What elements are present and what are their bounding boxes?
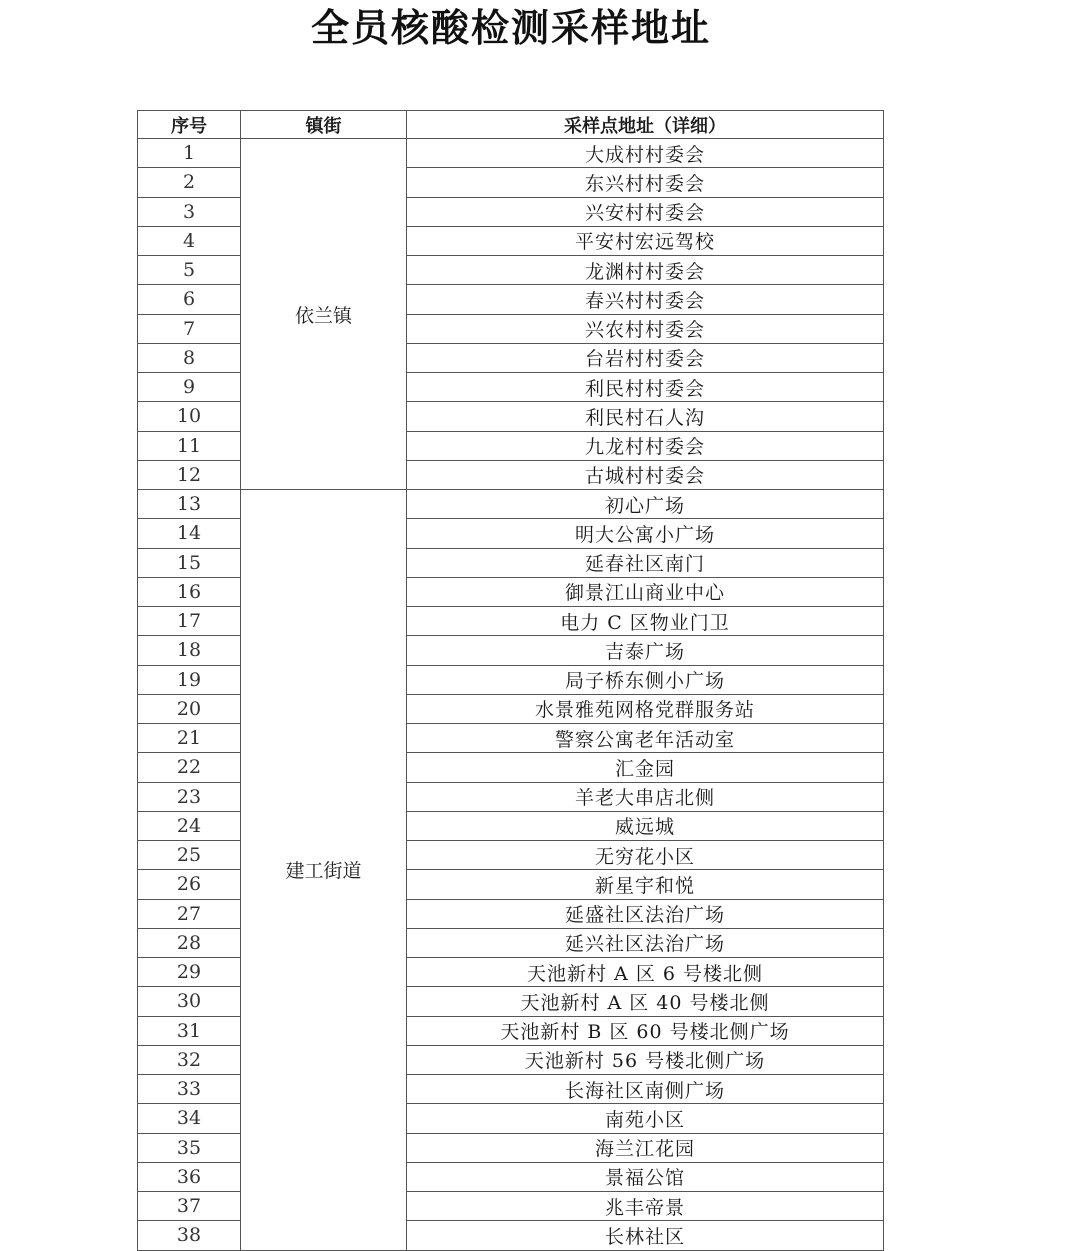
sampling-address-cell: 水景雅苑网格党群服务站 [407,694,884,723]
serial-number-cell: 31 [138,1016,241,1045]
sampling-address-cell: 无穷花小区 [407,841,884,870]
serial-number-cell: 37 [138,1192,241,1221]
serial-number-cell: 10 [138,402,241,431]
sampling-address-cell: 威远城 [407,811,884,840]
sampling-address-cell: 羊老大串店北侧 [407,782,884,811]
sampling-address-cell: 汇金园 [407,753,884,782]
sampling-address-cell: 利民村石人沟 [407,402,884,431]
serial-number-cell: 32 [138,1045,241,1074]
serial-number-cell: 29 [138,958,241,987]
serial-number-cell: 4 [138,226,241,255]
serial-number-cell: 14 [138,519,241,548]
header-serial-number: 序号 [138,111,241,139]
sampling-address-cell: 大成村村委会 [407,139,884,168]
sampling-address-cell: 初心广场 [407,490,884,519]
sampling-address-cell: 局子桥东侧小广场 [407,665,884,694]
sampling-address-cell: 古城村村委会 [407,460,884,489]
sampling-address-cell: 长林社区 [407,1221,884,1250]
sampling-address-cell: 东兴村村委会 [407,168,884,197]
page-title: 全员核酸检测采样地址 [310,6,711,50]
sampling-address-cell: 天池新村 A 区 40 号楼北侧 [407,987,884,1016]
serial-number-cell: 12 [138,460,241,489]
sampling-address-cell: 九龙村村委会 [407,431,884,460]
header-town-street: 镇街 [241,111,407,139]
sampling-address-cell: 南苑小区 [407,1104,884,1133]
table-row [138,139,884,168]
serial-number-cell: 23 [138,782,241,811]
serial-number-cell: 30 [138,987,241,1016]
serial-number-cell: 7 [138,314,241,343]
sampling-address-cell: 天池新村 B 区 60 号楼北侧广场 [407,1016,884,1045]
serial-number-cell: 15 [138,548,241,577]
sampling-address-cell: 兴安村村委会 [407,197,884,226]
sampling-address-cell: 台岩村村委会 [407,343,884,372]
serial-number-cell: 20 [138,694,241,723]
town-street-cell: 依兰镇 [241,139,407,490]
sampling-address-cell: 警察公寓老年活动室 [407,724,884,753]
serial-number-cell: 28 [138,928,241,957]
serial-number-cell: 5 [138,256,241,285]
sampling-address-cell: 春兴村村委会 [407,285,884,314]
serial-number-cell: 13 [138,490,241,519]
sampling-address-cell: 延盛社区法治广场 [407,899,884,928]
serial-number-cell: 34 [138,1104,241,1133]
serial-number-cell: 1 [138,139,241,168]
serial-number-cell: 21 [138,724,241,753]
sampling-address-cell: 延兴社区法治广场 [407,928,884,957]
sampling-address-cell: 景福公馆 [407,1162,884,1191]
serial-number-cell: 11 [138,431,241,460]
sampling-address-table [137,110,884,1251]
sampling-address-cell: 海兰江花园 [407,1133,884,1162]
sampling-address-cell: 吉泰广场 [407,636,884,665]
serial-number-cell: 26 [138,870,241,899]
sampling-address-cell: 兴农村村委会 [407,314,884,343]
sampling-address-cell: 龙渊村村委会 [407,256,884,285]
serial-number-cell: 6 [138,285,241,314]
serial-number-cell: 25 [138,841,241,870]
sampling-address-cell: 明大公寓小广场 [407,519,884,548]
serial-number-cell: 38 [138,1221,241,1250]
sampling-address-cell: 御景江山商业中心 [407,577,884,606]
serial-number-cell: 24 [138,811,241,840]
header-sampling-address: 采样点地址（详细） [407,111,884,139]
serial-number-cell: 17 [138,607,241,636]
sampling-address-cell: 兆丰帝景 [407,1192,884,1221]
table-row [138,490,884,519]
sampling-address-cell: 平安村宏远驾校 [407,226,884,255]
serial-number-cell: 8 [138,343,241,372]
sampling-address-cell: 天池新村 A 区 6 号楼北侧 [407,958,884,987]
serial-number-cell: 27 [138,899,241,928]
table-header-row [138,111,884,139]
serial-number-cell: 16 [138,577,241,606]
serial-number-cell: 36 [138,1162,241,1191]
serial-number-cell: 18 [138,636,241,665]
table-body [138,139,884,1251]
sampling-address-cell: 长海社区南侧广场 [407,1075,884,1104]
serial-number-cell: 19 [138,665,241,694]
serial-number-cell: 2 [138,168,241,197]
town-street-cell: 建工街道 [241,490,407,1251]
serial-number-cell: 3 [138,197,241,226]
sampling-address-cell: 电力 C 区物业门卫 [407,607,884,636]
serial-number-cell: 9 [138,373,241,402]
serial-number-cell: 33 [138,1075,241,1104]
serial-number-cell: 22 [138,753,241,782]
sampling-address-cell: 延春社区南门 [407,548,884,577]
sampling-address-cell: 利民村村委会 [407,373,884,402]
serial-number-cell: 35 [138,1133,241,1162]
sampling-address-cell: 新星宇和悦 [407,870,884,899]
sampling-address-cell: 天池新村 56 号楼北侧广场 [407,1045,884,1074]
